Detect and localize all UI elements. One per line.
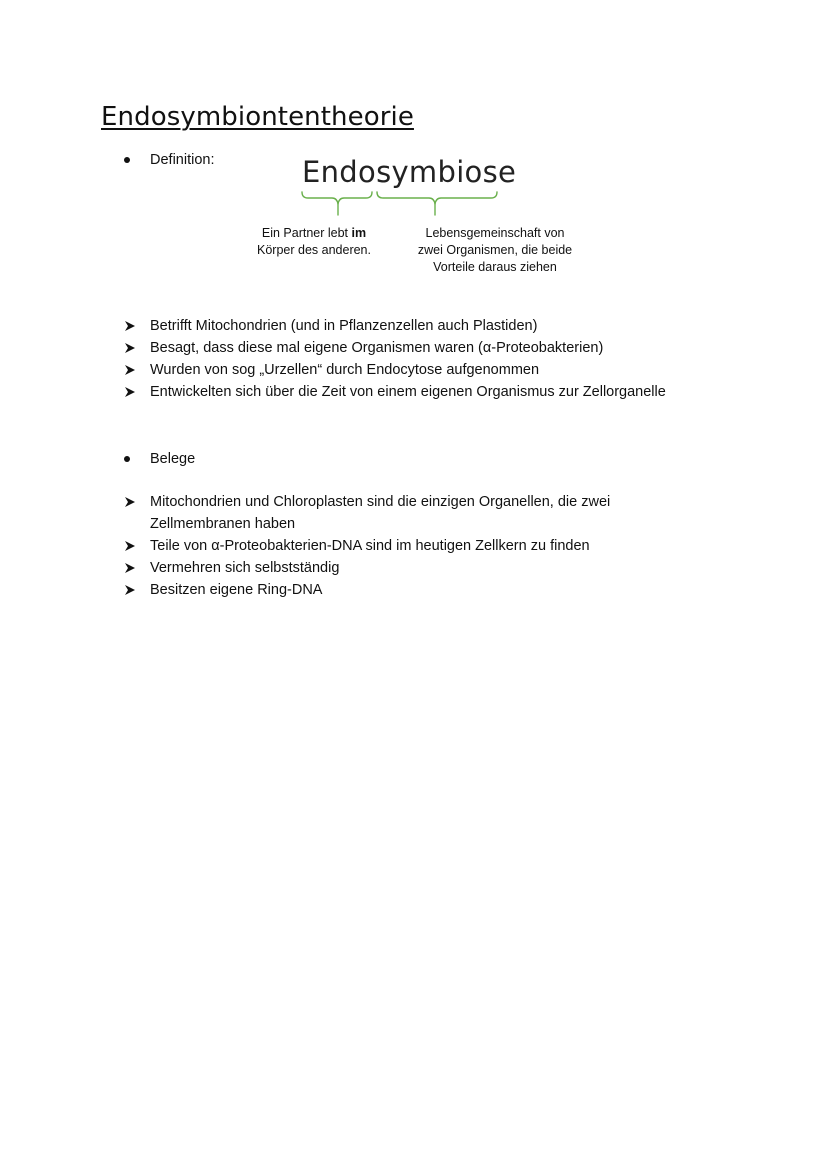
brace-left — [302, 192, 372, 204]
word-suffix: symbiose — [376, 155, 517, 189]
list-item-text: Besitzen eigene Ring-DNA — [150, 582, 323, 598]
symbiose-explanation-line2: zwei Organismen, die beide — [417, 243, 573, 257]
endo-text: Ein Partner lebt — [261, 226, 352, 240]
arrow-bullet-icon — [124, 562, 136, 574]
green-braces-diagram — [296, 188, 506, 218]
list-item-text: Wurden von sog „Urzellen“ durch Endocytose aufgenommen — [150, 362, 540, 378]
evidence-label: Belege — [150, 451, 196, 467]
bullet-dot-icon — [124, 157, 130, 163]
brace-right — [377, 192, 497, 204]
symbiose-explanation-line3: Vorteile daraus ziehen — [433, 260, 557, 274]
list-item-text: Teile von α-Proteobakterien-DNA sind im heutigen Zellkern zu finden — [150, 538, 590, 554]
list-item-text: Entwickelten sich über die Zeit von einem eigenen Organismus zur Zellorganelle — [150, 384, 666, 400]
arrow-bullet-icon — [124, 584, 136, 596]
list-item — [124, 359, 666, 381]
arrow-bullet-icon — [124, 386, 136, 398]
evidence-list — [124, 491, 610, 601]
list-item-text: Mitochondrien und Chloroplasten sind die einzigen Organellen, die zwei — [150, 494, 611, 510]
list-item-text: Vermehren sich selbstständig — [150, 560, 340, 576]
list-item-text-continued: Zellmembranen haben — [150, 516, 296, 532]
theory-points-list — [124, 315, 666, 403]
bullet-dot-icon — [124, 456, 130, 462]
list-item — [124, 381, 666, 403]
arrow-bullet-icon — [124, 342, 136, 354]
list-item — [124, 557, 610, 579]
symbiose-explanation-line1: Lebensgemeinschaft von — [425, 226, 565, 240]
endo-explanation — [244, 225, 384, 259]
symbiose-explanation — [400, 225, 590, 276]
arrow-bullet-icon — [124, 320, 136, 332]
document-title: Endosymbiontentheorie — [101, 102, 414, 132]
word-prefix: Endo — [302, 155, 377, 189]
list-item — [124, 491, 610, 535]
endo-bold-word: im — [351, 226, 367, 240]
endosymbiose-word — [302, 154, 516, 190]
definition-label: Definition: — [150, 152, 215, 168]
arrow-bullet-icon — [124, 364, 136, 376]
arrow-bullet-icon — [124, 496, 136, 508]
list-item-text: Betrifft Mitochondrien (und in Pflanzenzellen auch Plastiden) — [150, 318, 538, 334]
list-item — [124, 315, 666, 337]
list-item — [124, 579, 610, 601]
list-item — [124, 337, 666, 359]
endo-explanation-line2: Körper des anderen. — [257, 243, 371, 257]
list-item-text: Besagt, dass diese mal eigene Organismen waren (α-Proteobakterien) — [150, 340, 604, 356]
list-item — [124, 535, 610, 557]
arrow-bullet-icon — [124, 540, 136, 552]
endo-explanation-line1 — [244, 225, 384, 242]
